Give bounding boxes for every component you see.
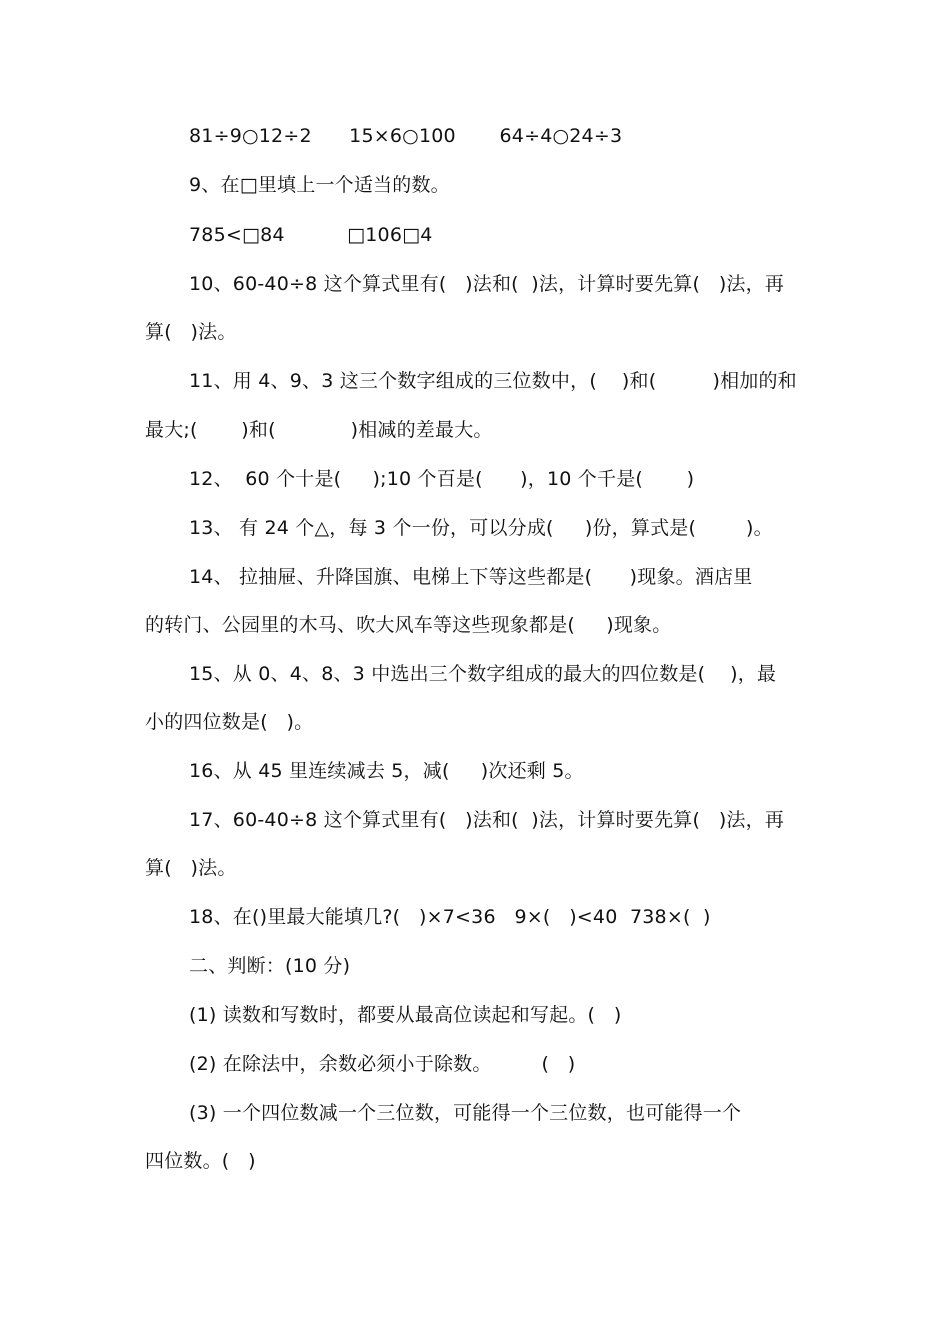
judgment-3-line-2: 四位数。( ) <box>145 1150 256 1172</box>
question-10-line-2: 算( )法。 <box>145 321 237 343</box>
question-18: 18、在()里最大能填几?( )×7<36 9×( )<40 738×( ) <box>189 906 711 928</box>
question-11-line-1: 11、用 4、9、3 这三个数字组成的三位数中，( )和( )相加的和 <box>189 370 797 392</box>
question-10-line-1: 10、60-40÷8 这个算式里有( )法和( )法，计算时要先算( )法，再 <box>189 273 785 295</box>
question-17-line-1: 17、60-40÷8 这个算式里有( )法和( )法，计算时要先算( )法，再 <box>189 809 785 831</box>
judgment-2: (2) 在除法中，余数必须小于除数。 ( ) <box>189 1053 576 1075</box>
question-15-line-1: 15、从 0、4、8、3 中选出三个数字组成的最大的四位数是( )，最 <box>189 663 777 685</box>
comparison-line: 81÷9○12÷2 15×6○100 64÷4○24÷3 <box>189 125 623 147</box>
question-9: 9、在□里填上一个适当的数。 <box>189 174 450 196</box>
judgment-3-line-1: (3) 一个四位数减一个三位数，可能得一个三位数，也可能得一个 <box>189 1102 742 1124</box>
question-9-items: 785<□84 □106□4 <box>189 224 433 246</box>
question-12: 12、 60 个十是( );10 个百是( )，10 个千是( ) <box>189 468 695 490</box>
question-16: 16、从 45 里连续减去 5，减( )次还剩 5。 <box>189 760 584 782</box>
judgment-1: (1) 读数和写数时，都要从最高位读起和写起。( ) <box>189 1004 622 1026</box>
question-14-line-1: 14、 拉抽屉、升降国旗、电梯上下等这些都是( )现象。酒店里 <box>189 566 753 588</box>
question-14-line-2: 的转门、公园里的木马、吹大风车等这些现象都是( )现象。 <box>145 614 672 636</box>
question-11-line-2: 最大;( )和( )相减的差最大。 <box>145 419 493 441</box>
section-2-heading: 二、判断：(10 分) <box>189 955 351 977</box>
question-17-line-2: 算( )法。 <box>145 857 237 879</box>
question-15-line-2: 小的四位数是( )。 <box>145 711 314 733</box>
question-13: 13、 有 24 个△，每 3 个一份，可以分成( )份，算式是( )。 <box>189 517 773 539</box>
